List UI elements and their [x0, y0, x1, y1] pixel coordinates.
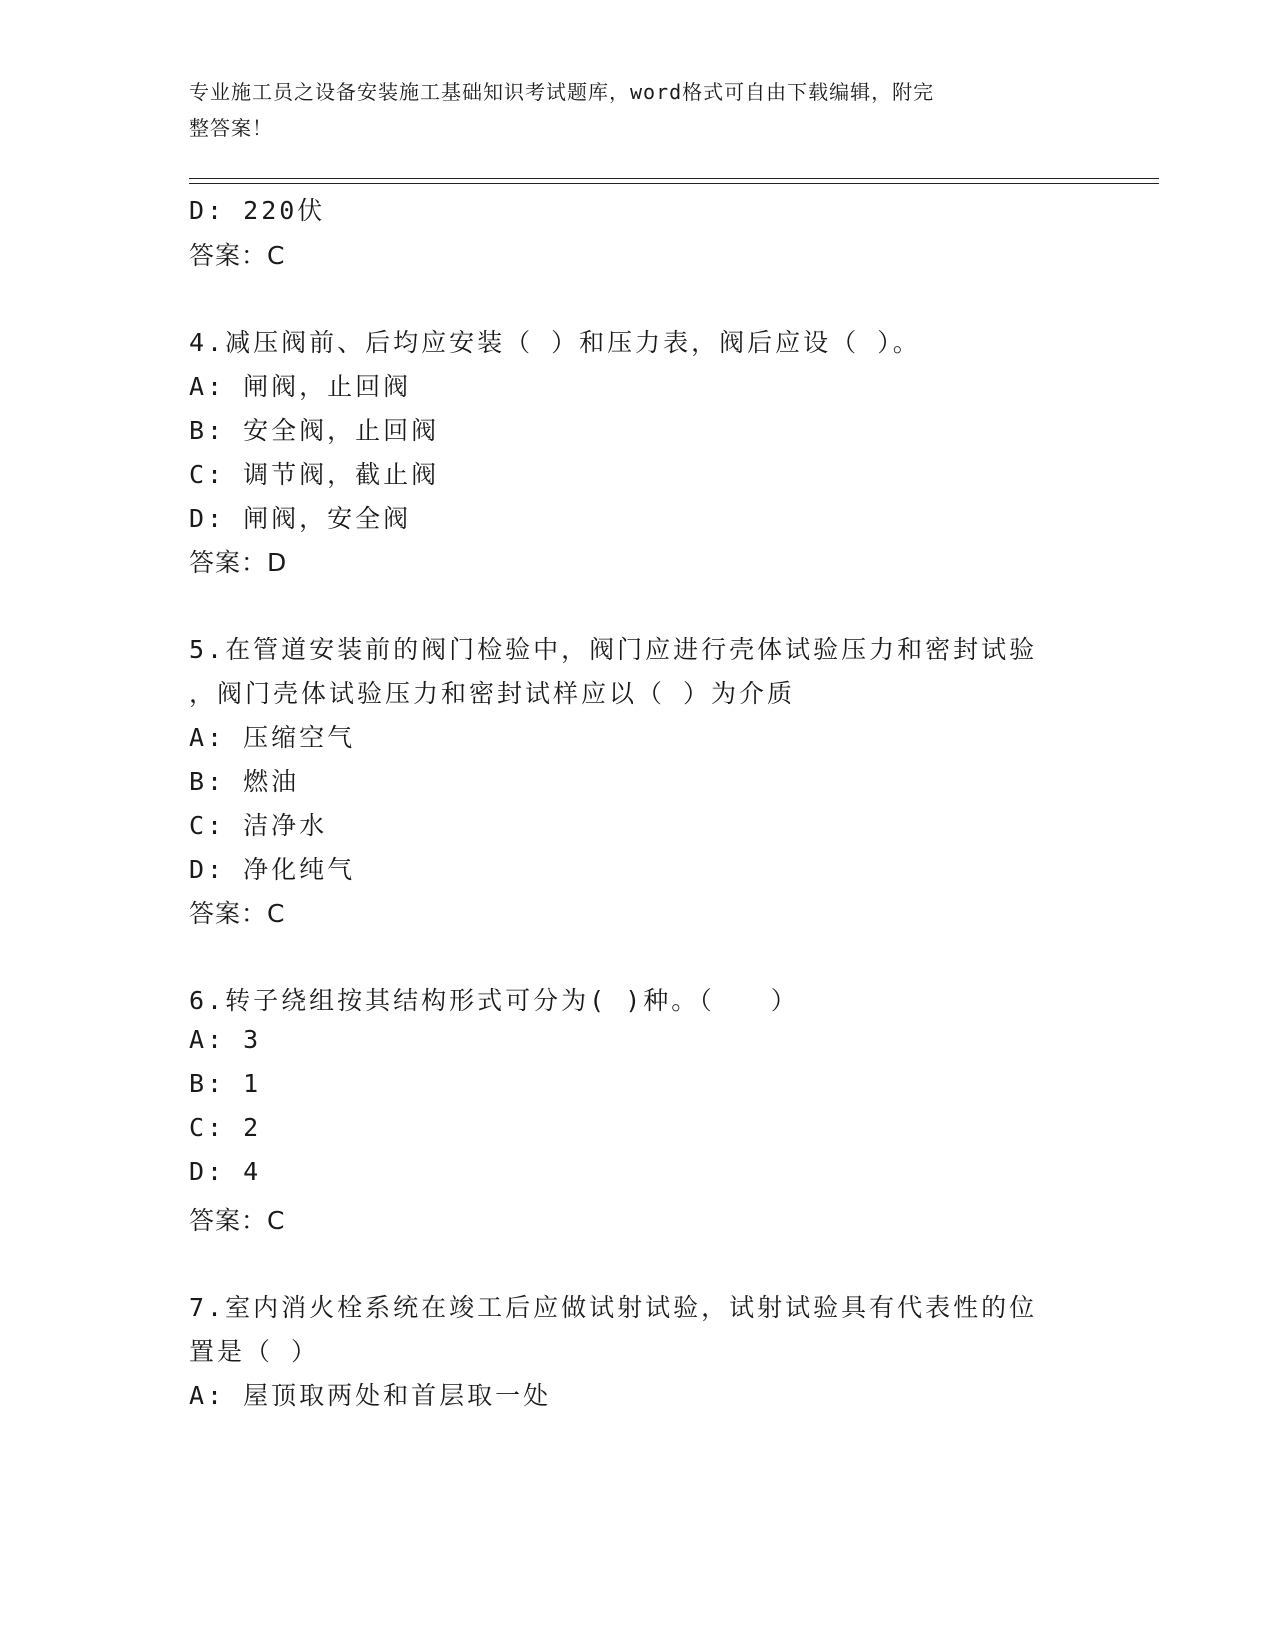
- q4-answer: 答案：D: [189, 548, 288, 577]
- header-divider-bottom: [189, 183, 1159, 184]
- q4-stem: 4.减压阀前、后均应安装（ ）和压力表，阀后应设（ ）。: [189, 328, 921, 357]
- prev-answer: 答案：C: [189, 241, 286, 270]
- q6-option-c: C: 2: [189, 1113, 262, 1142]
- q6-stem: 6.转子绕组按其结构形式可分为( )种。（ ）: [189, 986, 799, 1015]
- q6-answer: 答案：C: [189, 1206, 286, 1235]
- q7-option-a: A: 屋顶取两处和首层取一处: [189, 1381, 552, 1410]
- q6-option-d: D: 4: [189, 1157, 262, 1186]
- q5-option-a: A: 压缩空气: [189, 723, 356, 752]
- header-line-1: 专业施工员之设备安装施工基础知识考试题库，word格式可自由下载编辑，附完: [189, 80, 935, 104]
- q5-option-b: B: 燃油: [189, 767, 300, 796]
- q5-option-c: C: 洁净水: [189, 811, 328, 840]
- q4-option-d: D: 闸阀，安全阀: [189, 504, 412, 533]
- header-line-2: 整答案！: [189, 116, 273, 140]
- header-divider-top: [189, 178, 1159, 179]
- q5-answer: 答案：C: [189, 899, 286, 928]
- q7-stem-line-2: 置是（ ）: [189, 1337, 320, 1366]
- q5-stem-line-1: 5.在管道安装前的阀门检验中，阀门应进行壳体试验压力和密封试验: [189, 635, 1038, 664]
- q7-stem-line-1: 7.室内消火栓系统在竣工后应做试射试验，试射试验具有代表性的位: [189, 1293, 1038, 1322]
- prev-option-d: D: 220伏: [189, 196, 326, 225]
- q5-option-d: D: 净化纯气: [189, 855, 356, 884]
- q4-option-b: B: 安全阀，止回阀: [189, 416, 440, 445]
- q6-option-a: A: 3: [189, 1025, 262, 1054]
- document-header: [189, 74, 1089, 146]
- q6-option-b: B: 1: [189, 1069, 262, 1098]
- q4-option-c: C: 调节阀，截止阀: [189, 460, 440, 489]
- q4-option-a: A: 闸阀，止回阀: [189, 372, 412, 401]
- q5-stem-line-2: ，阀门壳体试验压力和密封试样应以（ ）为介质: [189, 679, 796, 708]
